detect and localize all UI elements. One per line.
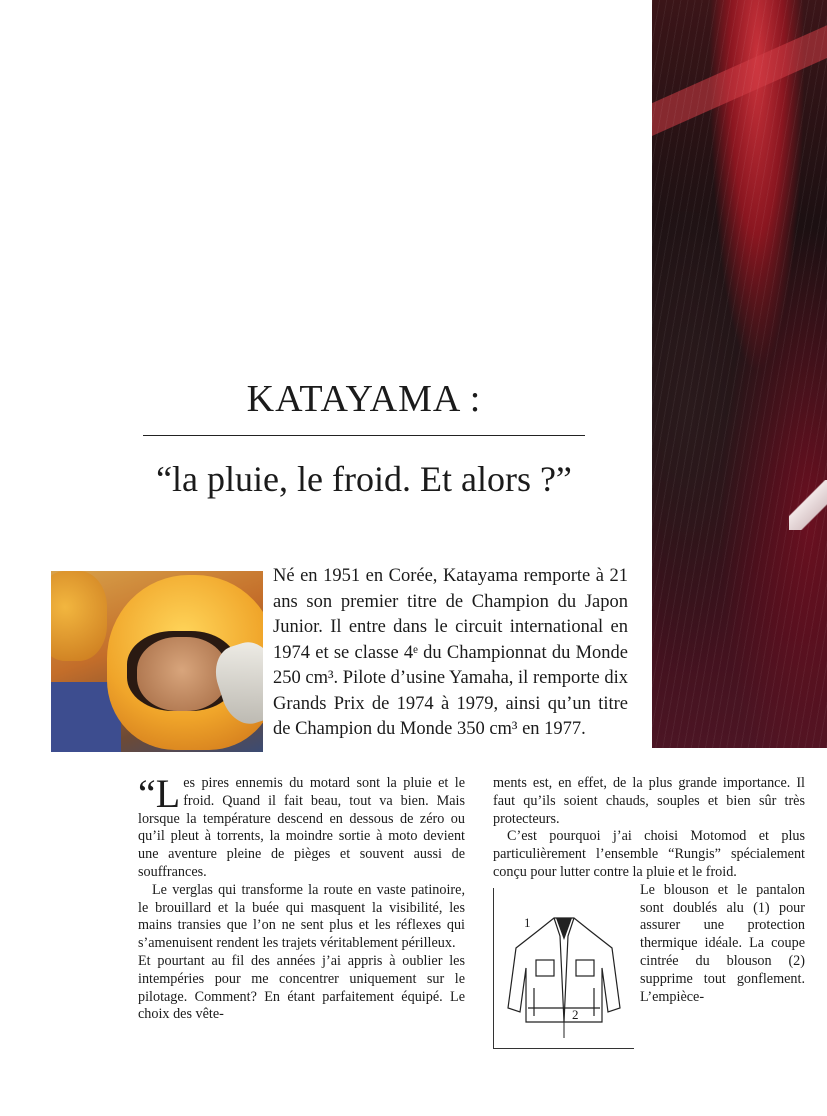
rain-texture [652,0,827,748]
paragraph: Le blouson et le pantalon sont doublés alu (1) pour assurer une protection thermique idéale. La coupe cintrée du blouson (2) supprime tout gonflement. L’empièce- [640,881,805,1005]
intro-paragraph: Né en 1951 en Corée, Katayama remporte à 21 ans son premier titre de Champion du Japon Junior. Il entre dans le circuit international en 1974 et se classe 4ᵉ du Championnat du Monde 250 cm³. Pilote d’usine Yamaha, il remporte dix Grands Prix de 1974 à 1979, ainsi qu’un titre de Champion du Monde 350 cm³ en 1977. [273,566,628,739]
jacket-drawing-icon [494,888,634,1048]
body-column-left [138,771,465,1024]
jacket-illustration [493,888,634,1049]
background-helmet [51,571,107,661]
paragraph: Et pourtant au fil des années j’ai appris à oublier les intempéries pour me concentrer uniquement sur le pilotage. Comment? En étant parfaitement équipé. Le choix des vête- [138,952,465,1023]
article-title: KATAYAMA : [246,378,482,420]
rider-face [137,637,227,711]
body-column-right [493,775,805,1053]
title-divider [143,435,585,436]
light-reflection [789,480,827,530]
rain-racing-photo [652,0,827,748]
drop-cap: “L [138,771,181,816]
paragraph: Le verglas qui transforme la route en vaste patinoire, le brouillard et la buée qui masquent la visibilité, les mains transies que l’on ne sent plus et les réflexes qui s’amenuisent rendent les trajets véritablement périlleux. [138,881,465,952]
figure-label-1: 1 [524,914,531,930]
paragraph: C’est pourquoi j’ai choisi Motomod et plus particulièrement l’ensemble “Rungis” spécialement conçu pour lutter contre la pluie et le froid. [493,828,805,880]
article-subtitle: “la pluie, le froid. Et alors ?” [156,459,572,499]
figure-label-2: 2 [572,1006,579,1022]
paragraph: es pires ennemis du motard sont la pluie et le froid. Quand il fait beau, tout va bien. Mais lorsque la température descend en dessous de zéro ou qu’il pleut à torrents, la moindre sortie à moto devient une aventure pleine de pièges et souvent aussi de souffrances. [138,775,465,880]
rider-portrait-photo [51,571,263,752]
paragraph: ments est, en effet, de la plus grande importance. Il faut qu’ils soient chauds, souples et bien sûr très protecteurs. [493,775,805,827]
